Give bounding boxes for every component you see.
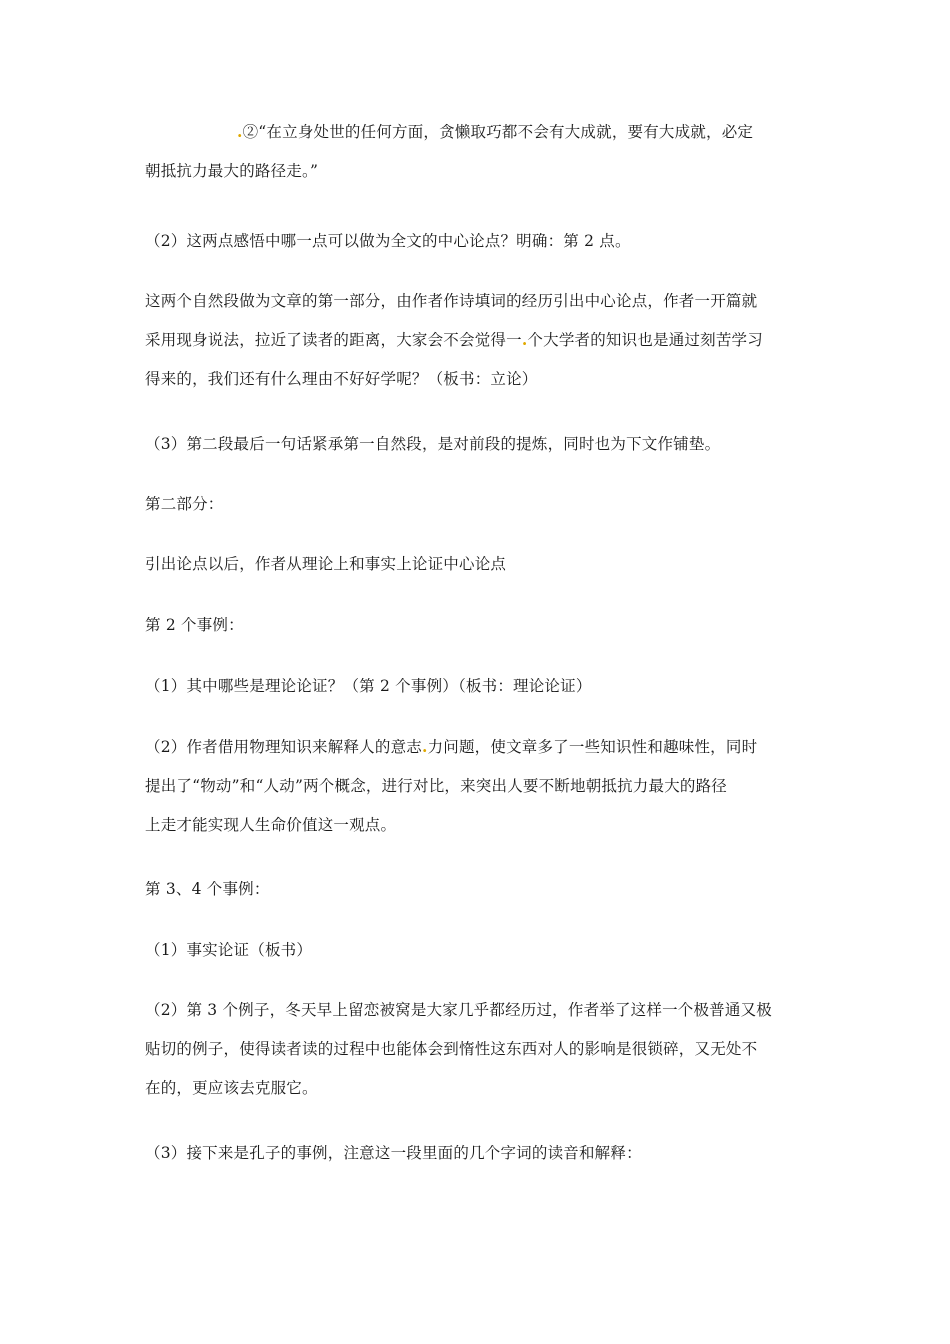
text-line: 第 2 个事例： [145,616,244,634]
text-line: 提出了“物动”和“人动”两个概念，进行对比，来突出人要不断地朝抵抗力最大的路径 [145,777,727,795]
text-line [145,326,807,354]
paragraph-confucius-example [145,1139,807,1167]
paragraph-fact-argument [145,936,807,964]
text-line: 上走才能实现人生命价值这一观点。 [145,816,397,834]
text-line: 得来的，我们还有什么理由不好好学呢？（板书：立论） [145,370,538,388]
paragraph-theory-question [145,672,807,700]
paragraph-physics-analogy [145,733,807,839]
paragraph-question-3 [145,430,807,458]
section-heading-example-2 [145,611,807,639]
text-line: 第 3、4 个事例： [145,880,270,898]
emphasis-mark: . [421,737,428,756]
paragraph-quote [145,118,807,185]
paragraph-question-2 [145,227,807,255]
text-line: 这两个自然段做为文章的第一部分，由作者作诗填词的经历引出中心论点，作者一开篇就 [145,292,758,310]
text-line: （1）其中哪些是理论论证？（第 2 个事例）（板书：理论论证） [145,677,592,695]
paragraph-part-one-summary [145,287,807,393]
text-line: （3）接下来是孔子的事例，注意这一段里面的几个字词的读音和解释： [145,1144,642,1162]
text-line: 引出论点以后，作者从理论上和事实上论证中心论点 [145,555,507,573]
section-heading-examples-3-4 [145,875,807,903]
text-line [145,118,807,146]
text-run: 采用现身说法，拉近了读者的距离，大家会不会觉得一 [145,331,522,349]
text-run: 个大学者的知识也是通过刻苦学习 [527,331,763,349]
text-line [145,733,807,761]
text-run: （2）作者借用物理知识来解释人的意志 [145,738,422,756]
text-line: 朝抵抗力最大的路径走。” [145,162,319,180]
paragraph-example-3 [145,996,807,1102]
text-line: （2）第 3 个例子，冬天早上留恋被窝是大家几乎都经历过，作者举了这样一个极普通又极 [145,1001,772,1019]
paragraph-part-two-intro [145,550,807,578]
text-line: 在的，更应该去克服它。 [145,1079,318,1097]
text-line: 第二部分： [145,495,224,513]
text-line: 贴切的例子，使得读者读的过程中也能体会到惰性这东西对人的影响是很锁碎，又无处不 [145,1040,758,1058]
emphasis-mark: . [237,122,243,141]
text-run: 力问题，使文章多了一些知识性和趣味性，同时 [427,738,758,756]
text-run: ②“在立身处世的任何方面，贪懒取巧都不会有大成就，要有大成就，必定 [242,123,754,141]
emphasis-mark: . [521,330,528,349]
text-line: （1）事实论证（板书） [145,941,313,959]
section-heading-part-two [145,490,807,518]
text-line: （2）这两点感悟中哪一点可以做为全文的中心论点？明确：第 2 点。 [145,232,631,250]
text-line: （3）第二段最后一句话紧承第一自然段，是对前段的提炼，同时也为下文作铺垫。 [145,435,721,453]
